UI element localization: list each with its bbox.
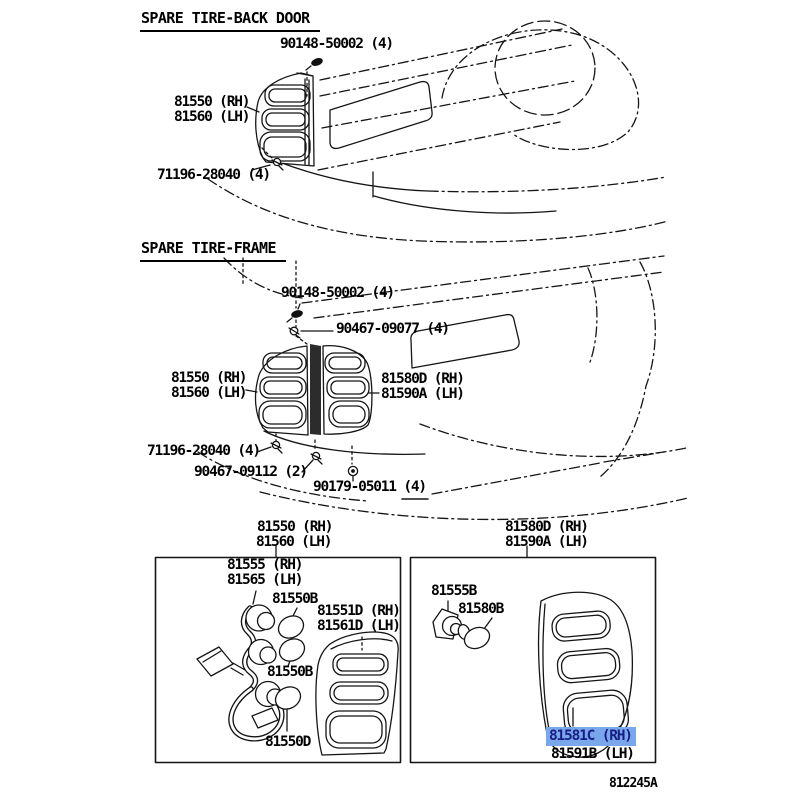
figure-code: 812245A <box>609 776 657 791</box>
lens-art-left <box>316 632 398 755</box>
label-bolt-90148-s1[interactable]: 90148-50002 (4) <box>280 36 393 52</box>
label-screw-71196-s1[interactable]: 71196-28040 (4) <box>157 167 270 183</box>
box1-header-81560-lh[interactable]: 81560 (LH) <box>256 534 332 550</box>
label-lamp-81560-lh-s2[interactable]: 81560 (LH) <box>171 385 247 401</box>
label-bulb-81550b-top[interactable]: 81550B <box>272 591 318 607</box>
nut-glyph-90179 <box>348 466 357 475</box>
label-lamp-81590a-lh-s2[interactable]: 81590A (LH) <box>381 386 464 402</box>
label-lens-81591b-lh[interactable]: 81591B (LH) <box>551 746 634 762</box>
label-lamp-81580d-rh-s2[interactable]: 81580D (RH) <box>381 371 464 387</box>
section-title-back-door: SPARE TIRE-BACK DOOR <box>140 10 320 32</box>
label-screw-71196-s2[interactable]: 71196-28040 (4) <box>147 443 260 459</box>
spare-tire-art <box>442 21 639 150</box>
section-title-frame: SPARE TIRE-FRAME <box>140 240 286 262</box>
label-bolt-90148-s2[interactable]: 90148-50002 (4) <box>281 285 394 301</box>
tail-lamp-art-s1 <box>256 73 314 166</box>
label-clip-90467-09112[interactable]: 90467-09112 (2) <box>194 464 307 480</box>
connector-plug <box>197 647 233 676</box>
bolt-glyph-s1 <box>306 57 324 70</box>
label-lens-81561d-lh[interactable]: 81561D (LH) <box>317 618 400 634</box>
label-lamp-81560-lh-s1[interactable]: 81560 (LH) <box>174 109 250 125</box>
box2-header-81580d-rh[interactable]: 81580D (RH) <box>505 519 588 535</box>
label-bulb-81550d[interactable]: 81550D <box>265 734 311 750</box>
label-nut-90179-05011[interactable]: 90179-05011 (4) <box>313 479 426 495</box>
label-sockets-81555-rh[interactable]: 81555 (RH) <box>227 557 303 573</box>
label-socket-81555b[interactable]: 81555B <box>431 583 477 599</box>
screw-glyph-90467-09077 <box>289 327 300 338</box>
label-lens-81581c-rh-selected[interactable]: 81581C (RH) <box>546 727 636 746</box>
box1-header-81550-rh[interactable]: 81550 (RH) <box>257 519 333 535</box>
tail-lamp-pair-art <box>256 344 372 435</box>
label-bulb-81550b-mid[interactable]: 81550B <box>267 664 313 680</box>
label-lens-81551d-rh[interactable]: 81551D (RH) <box>317 603 400 619</box>
label-bulb-81580b[interactable]: 81580B <box>458 601 504 617</box>
label-lamp-81550-rh-s2[interactable]: 81550 (RH) <box>171 370 247 386</box>
screw-glyph-71196-s2 <box>271 441 282 453</box>
label-lamp-81550-rh-s1[interactable]: 81550 (RH) <box>174 94 250 110</box>
screw-glyph-90467-09112 <box>311 452 322 464</box>
door-recess <box>330 82 432 149</box>
label-clip-90467-09077[interactable]: 90467-09077 (4) <box>336 321 449 337</box>
box2-header-81590a-lh[interactable]: 81590A (LH) <box>505 534 588 550</box>
label-sockets-81565-lh[interactable]: 81565 (LH) <box>227 572 303 588</box>
diagram-back-door <box>208 21 668 242</box>
